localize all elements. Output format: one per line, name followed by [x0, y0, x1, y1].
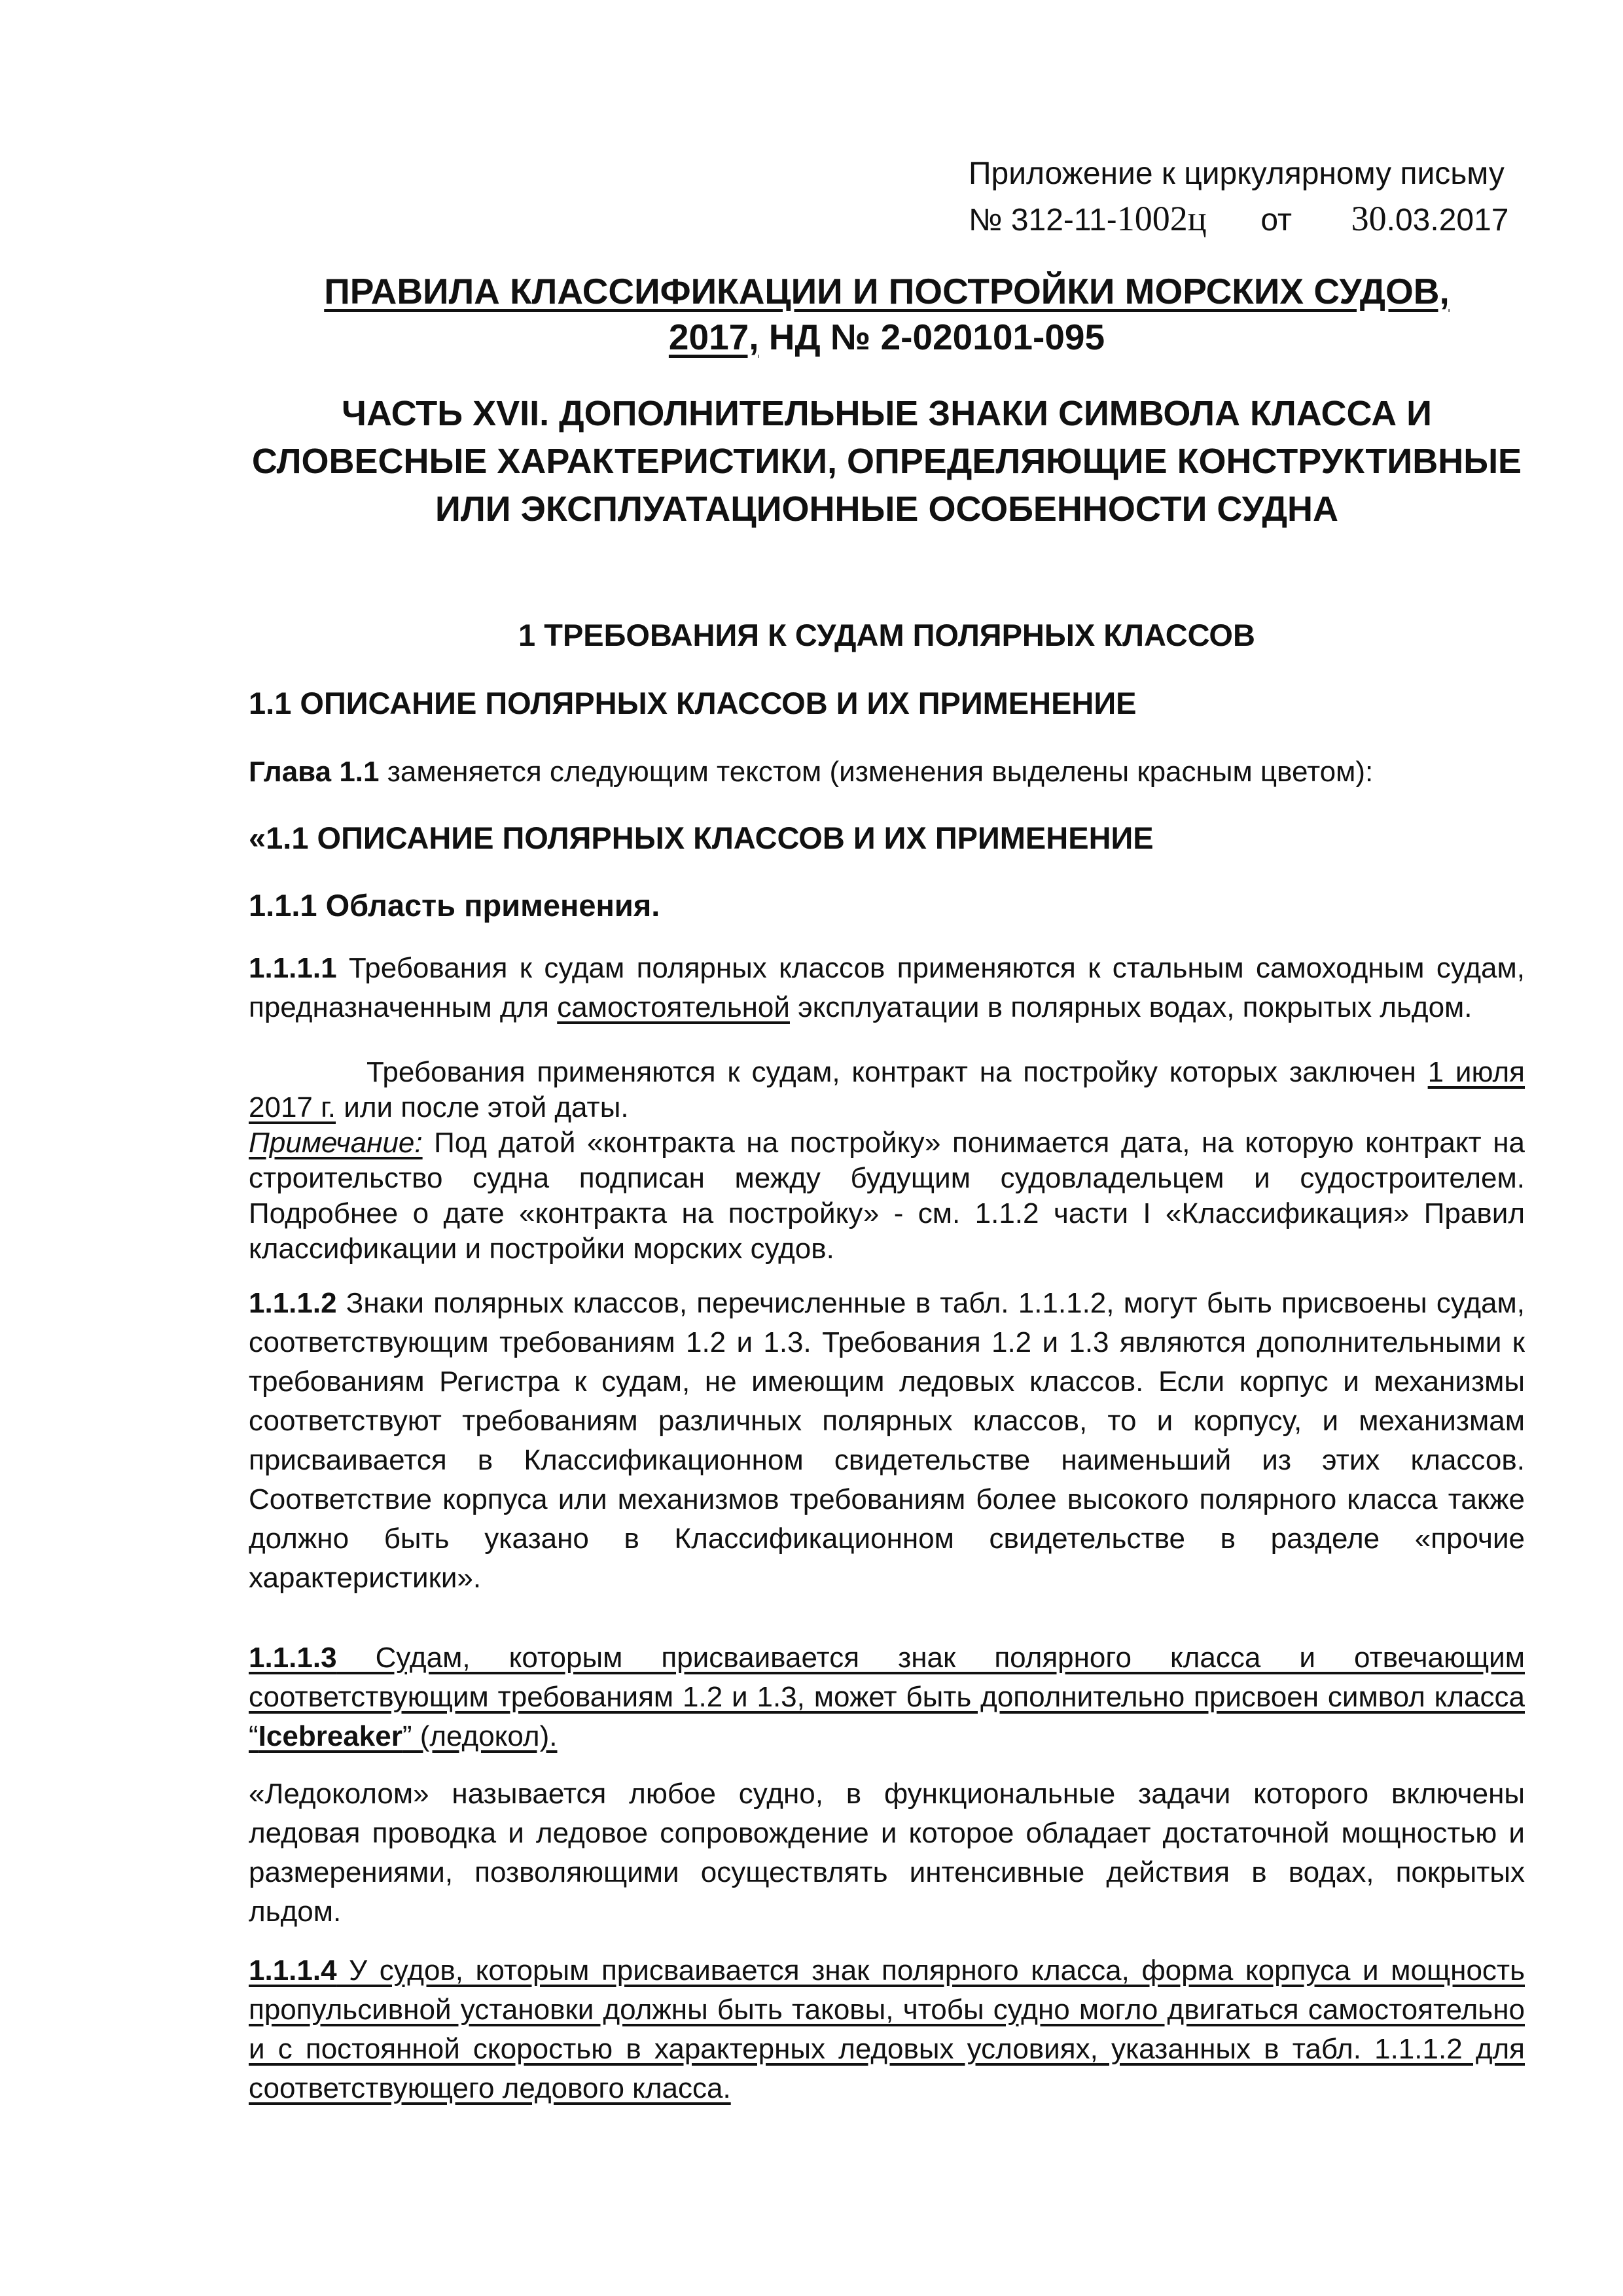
from-label: от [1260, 203, 1292, 238]
paragraph-number: 1.1.1.4 [249, 1954, 337, 1987]
document-title-line-2 [249, 314, 1525, 360]
intro-bold: Глава 1.1 [249, 756, 380, 788]
note-paragraph [249, 1125, 1525, 1267]
paragraph-text: Требования применяются к судам, контракт на постройку которых заключен [366, 1056, 1428, 1088]
paragraph-text: ” (ледокол). [402, 1720, 558, 1752]
note-label: Примечание: [249, 1127, 423, 1159]
section-title: 1 ТРЕБОВАНИЯ К СУДАМ ПОЛЯРНЫХ КЛАССОВ [518, 618, 1255, 652]
header-line-1: Приложение к циркулярному письму [969, 156, 1505, 191]
note-text: Под датой «контракта на постройку» понимается дата, на которую контракт на строительство судна подписан между будущим судовладельцем и судостроителем. Подробнее о дате «контракта на постройку» - см. 1.1.2 части I «Классификация» Правил классификации и постройки морских судов. [249, 1127, 1525, 1265]
paragraph-text: эксплуатации в полярных водах, покрытых льдом. [789, 991, 1472, 1023]
icebreaker-definition: «Ледоколом» называется любое судно, в функциональные задачи которого включены ледовая проводка и ледовое сопровождение и которое обладает достаточной мощностью и размерениями, позволяющими осуществлять интенсивные действия в водах, покрытых льдом. [249, 1778, 1525, 1928]
paragraph-1-1-1-3 [249, 1638, 1525, 1756]
paragraph-text: или после этой даты. [336, 1091, 629, 1123]
part-title: ЧАСТЬ XVII. ДОПОЛНИТЕЛЬНЫЕ ЗНАКИ СИМВОЛА КЛАССА И СЛОВЕСНЫЕ ХАРАКТЕРИСТИКИ, ОПРЕДЕЛЯЮЩИЕ КОНСТРУКТИВНЫЕ ИЛИ ЭКСПЛУАТАЦИОННЫЕ ОСОБЕННОСТИ СУДНА [251, 394, 1522, 529]
header-line-2 [969, 196, 1531, 243]
paragraph-text: Знаки полярных классов, перечисленные в табл. 1.1.1.2, могут быть присвоены судам, соответствующим требованиям 1.2 и 1.3. Требования 1.2 и 1.3 являются дополнительными к требованиям Регистра к судам, не имеющим ледовых классов. Если корпус и механизмы соответствуют требованиям различных полярных классов, то и корпусу, и механизмам присваивается в Классификационном свидетельстве наименьший из этих классов. Соответствие корпуса или механизмов требованиям более высокого полярного класса также должно быть указано в Классификационном свидетельстве в разделе «прочие характеристики». [249, 1287, 1525, 1594]
date-rest: .03.2017 [1386, 203, 1509, 238]
scope-heading: 1.1.1 Область применения. [249, 888, 660, 923]
paragraph-number: 1.1.1.2 [249, 1287, 337, 1319]
contract-date: 1 июля 2017 г. [249, 1056, 1525, 1123]
document-title-nd: НД № 2-020101-095 [758, 317, 1105, 357]
subsection-title: 1.1 ОПИСАНИЕ ПОЛЯРНЫХ КЛАССОВ И ИХ ПРИМЕНЕНИЕ [249, 686, 1137, 720]
paragraph-1-1-1-2 [249, 1284, 1525, 1598]
paragraph-number: 1.1.1.3 [249, 1642, 337, 1674]
paragraph-1-1-1-4 [249, 1951, 1525, 2108]
document-title-line-1: ПРАВИЛА КЛАССИФИКАЦИИ И ПОСТРОЙКИ МОРСКИХ СУДОВ, [324, 271, 1450, 311]
document-title-year: 2017, [668, 317, 759, 357]
letter-number-prefix: № 312-11- [969, 203, 1117, 238]
intro-paragraph [249, 752, 1525, 792]
underlined-text: самостоятельной [557, 991, 790, 1023]
paragraph-number: 1.1.1.1 [249, 952, 337, 984]
circular-letter-reference [969, 152, 1531, 243]
date-day-handwritten: 30 [1351, 199, 1387, 238]
paragraph-1-1-1-1 [249, 949, 1525, 1027]
intro-text: заменяется следующим текстом (изменения выделены красным цветом): [379, 756, 1374, 788]
paragraph-text: Требования к судам полярных классов применяются к стальным самоходным судам, предназначенным для [249, 952, 1525, 1023]
document-title [249, 268, 1525, 360]
contract-paragraph [249, 1055, 1525, 1125]
paragraph-text: У судов, которым присваивается знак полярного класса, форма корпуса и мощность пропульсивной установки должны быть таковы, чтобы судно могло двигаться самостоятельно и с постоянной скоростью в характерных ледовых условиях, указанных в табл. 1.1.1.2 для соответствующего ледового класса. [249, 1954, 1525, 2104]
icebreaker-term: Icebreaker [258, 1720, 402, 1752]
paragraph-text: Судам, которым присваивается знак полярного класса и отвечающим соответствующим требованиям 1.2 и 1.3, может быть дополнительно присвоен символ класса “ [249, 1642, 1525, 1752]
quoted-heading: «1.1 ОПИСАНИЕ ПОЛЯРНЫХ КЛАССОВ И ИХ ПРИМЕНЕНИЕ [249, 821, 1154, 855]
letter-number-handwritten: 1002ц [1116, 199, 1207, 238]
